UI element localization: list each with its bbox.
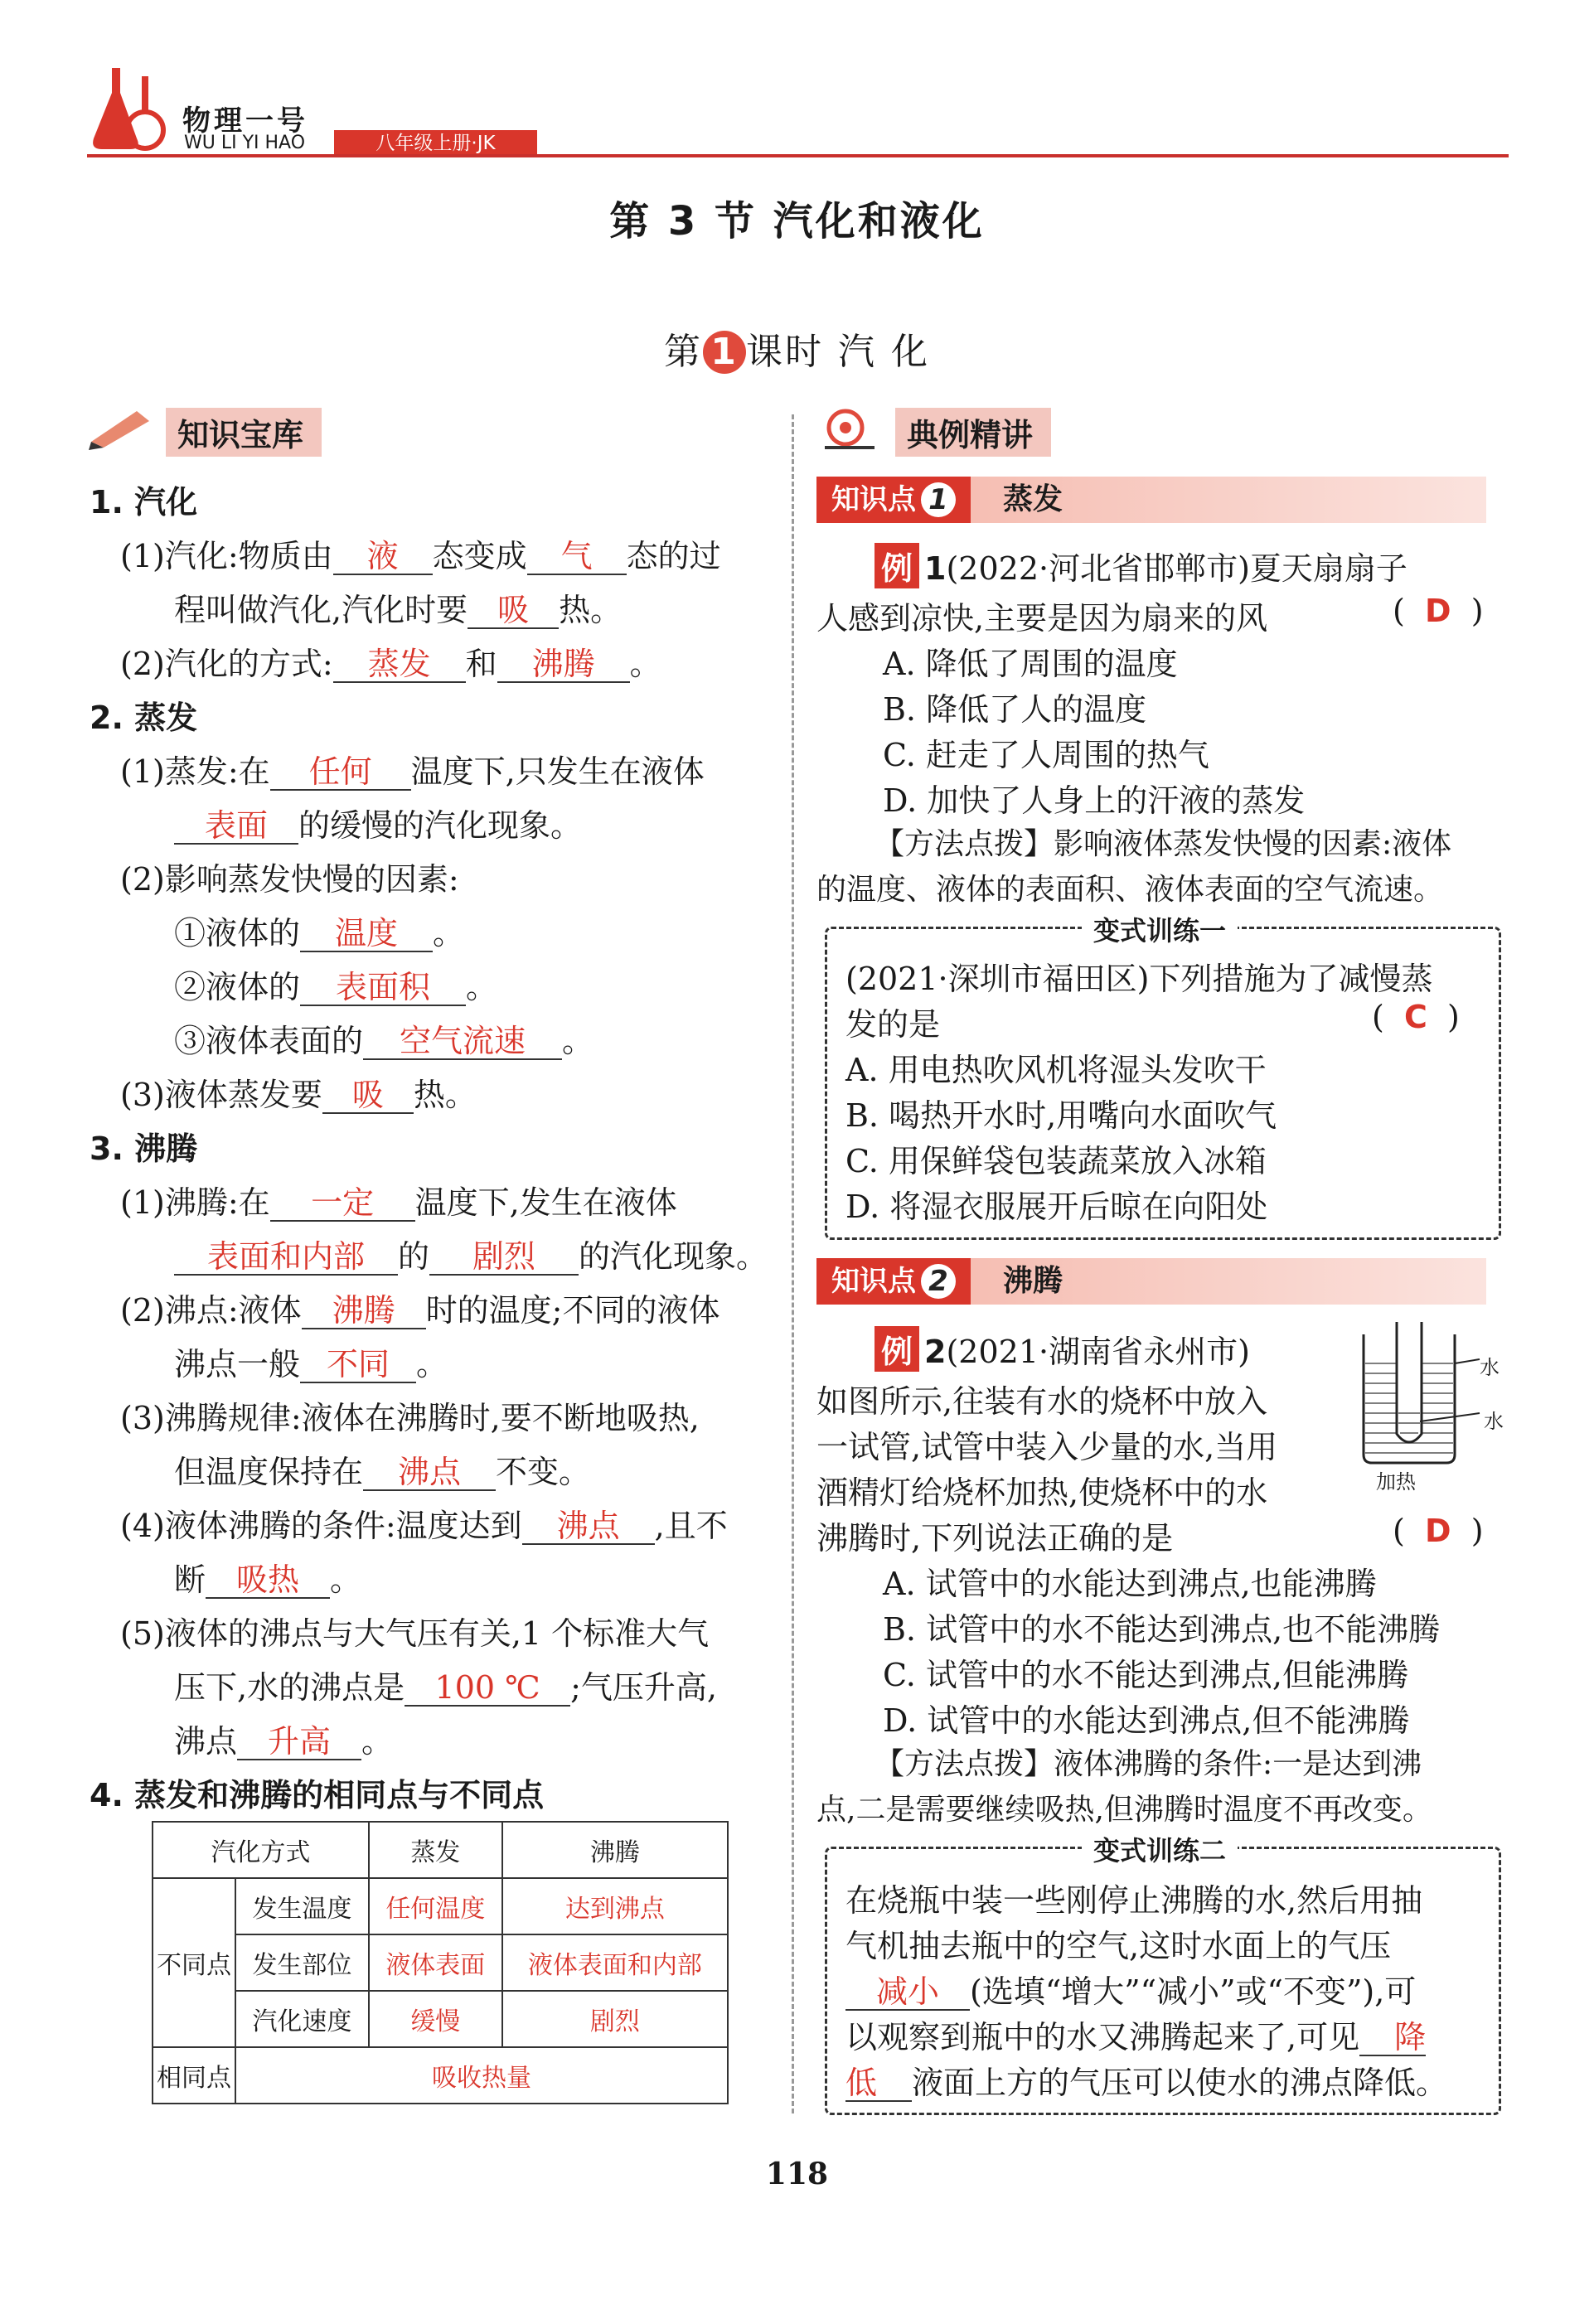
heading-vaporization: 1. 汽化 <box>90 484 198 520</box>
left-b5c: ;气压升高, <box>570 1669 717 1706</box>
left-table-r1_b: 达到沸点 <box>502 1878 728 1934</box>
train2-line3 <box>845 1966 1416 2012</box>
left-table-r2: 发生部位 <box>235 1934 369 1991</box>
line-boil-cond2 <box>174 1554 361 1600</box>
line-pressure3 <box>174 1716 393 1761</box>
left-l2a: (2)汽化的方式: <box>120 646 333 682</box>
example2-line4: 酒精灯给烧杯加热,使烧杯中的水 <box>816 1474 1268 1511</box>
left-e3b: 热。 <box>413 1077 477 1113</box>
grade-tag: 八年级上册·JK <box>334 130 537 157</box>
right-ex1-tag: 例 <box>875 543 919 588</box>
left-table-r2_b: 液体表面和内部 <box>502 1934 728 1991</box>
train2-line5 <box>845 2057 1447 2103</box>
example2-option-a: A. 试管中的水能达到沸点,也能沸腾 <box>883 1566 1377 1602</box>
right-train2-a_low2: 低 <box>845 2067 912 2102</box>
method-tip2: 【方法点拨】液体沸腾的条件:一是达到沸 <box>875 1747 1422 1781</box>
brand-name: 物理一号 <box>182 104 308 138</box>
example2-line1 <box>875 1326 1250 1372</box>
left-e2c: ③液体表面的 <box>174 1023 364 1059</box>
left-e1b: 温度下,只发生在液体 <box>410 753 705 790</box>
teacher-icon <box>816 404 891 451</box>
left-table-r1: 发生温度 <box>235 1878 369 1934</box>
left-e2a_end: 。 <box>433 915 465 951</box>
knowledge-point-2 <box>816 1258 1486 1305</box>
left-a_100: 100 ℃ <box>405 1672 570 1707</box>
example2-line5: 沸腾时,下列说法正确的是 <box>816 1520 1174 1557</box>
left-a_violent: 剧烈 <box>429 1241 579 1276</box>
method-tip1: 【方法点拨】影响液体蒸发快慢的因素:液体 <box>875 827 1452 861</box>
train2-line2: 气机抽去瓶中的空气,这时水面上的气压 <box>845 1928 1392 1964</box>
line-boiling-point2 <box>174 1339 448 1384</box>
line-pressure: (5)液体的沸点与大气压有关,1 个标准大气 <box>120 1615 710 1652</box>
lesson-pre: 第 <box>664 331 703 373</box>
left-table-h_boil: 沸腾 <box>502 1822 728 1878</box>
train2-line1: 在烧瓶中装一些刚停止沸腾的水,然后用抽 <box>845 1882 1423 1919</box>
right-ex2-tag: 例 <box>875 1326 919 1372</box>
line-boiling-point <box>120 1285 719 1330</box>
right-kp1-name: 蒸发 <box>1003 482 1063 516</box>
left-table-diff: 不同点 <box>153 1878 235 2047</box>
left-a_rise: 升高 <box>237 1726 361 1760</box>
heading-evaporation: 2. 蒸发 <box>90 700 198 736</box>
heading-compare: 4. 蒸发和沸腾的相同点与不同点 <box>90 1777 545 1813</box>
train1-option-d: D. 将湿衣服展开后晾在向阳处 <box>845 1189 1268 1225</box>
left-a_bp2: 沸点 <box>522 1510 655 1545</box>
right-ex2-num: 2 <box>924 1334 947 1370</box>
pen-icon <box>87 404 162 451</box>
example1-option-c: C. 赶走了人周围的热气 <box>883 737 1209 773</box>
left-table-r3: 汽化速度 <box>235 1991 369 2047</box>
left-table-r3_e: 缓慢 <box>369 1991 502 2047</box>
left-table-same: 相同点 <box>153 2047 235 2104</box>
left-b5b: 压下,水的沸点是 <box>174 1669 405 1706</box>
left-b2d: 。 <box>416 1346 448 1382</box>
left-a_boil: 沸腾 <box>497 648 630 683</box>
left-a_gas: 气 <box>527 540 627 575</box>
fig-label-water-outer: 水 <box>1480 1356 1500 1379</box>
example2-line2: 如图所示,往装有水的烧杯中放入 <box>816 1383 1268 1420</box>
left-a_bp1: 沸点 <box>363 1456 496 1491</box>
left-l2b: 和 <box>465 646 497 682</box>
left-l1c: 态的过 <box>626 538 721 574</box>
train2-line4 <box>845 2012 1426 2057</box>
line-evap-def <box>120 746 705 792</box>
left-a_liquid: 液 <box>333 540 433 575</box>
line-factor-air <box>174 1015 594 1061</box>
left-table-r1_e: 任何温度 <box>369 1878 502 1934</box>
line-vaporization-modes <box>120 638 661 684</box>
right-train2-a_low1: 降 <box>1359 2021 1426 2056</box>
left-a_air: 空气流速 <box>363 1025 562 1060</box>
line-boil-rule: (3)沸腾规律:液体在沸腾时,要不断地吸热, <box>120 1400 700 1436</box>
right-kp2-tag: 知识点 <box>831 1265 916 1298</box>
lesson-number: 1 <box>703 331 746 374</box>
right-ex1-num: 1 <box>924 550 947 587</box>
left-table-same_v: 吸收热量 <box>235 2047 728 2104</box>
left-a_certain: 一定 <box>270 1187 415 1222</box>
left-a_surface: 表面 <box>174 810 298 845</box>
comparison-table <box>152 1821 729 2104</box>
left-e1a: (1)蒸发:在 <box>120 753 270 790</box>
left-b2b: 时的温度;不同的液体 <box>425 1292 720 1329</box>
lesson-title <box>0 322 1594 375</box>
example1-option-d: D. 加快了人身上的汗液的蒸发 <box>883 782 1306 819</box>
left-l1b: 态变成 <box>432 538 527 574</box>
right-kp1-tag: 知识点 <box>831 483 916 516</box>
right-kp2-name: 沸腾 <box>1003 1264 1063 1298</box>
left-a_evap: 蒸发 <box>333 648 466 683</box>
right-ex2-answer: D <box>1424 1513 1451 1549</box>
left-l1e: 热。 <box>559 592 623 628</box>
left-e2b: ②液体的 <box>174 969 301 1005</box>
right-ex2-l1: (2021·湖南省永州市) <box>946 1334 1250 1370</box>
left-a_absorbheat: 吸热 <box>206 1564 330 1599</box>
left-table-r2_e: 液体表面 <box>369 1934 502 1991</box>
left-b4b: ,且不 <box>654 1508 728 1544</box>
left-b3c: 不变。 <box>496 1454 591 1490</box>
left-l1d: 程叫做汽化,汽化时要 <box>174 592 468 628</box>
heading-boiling: 3. 沸腾 <box>90 1131 198 1167</box>
left-b1d: 的汽化现象。 <box>579 1238 768 1275</box>
line-factor-area <box>174 961 497 1007</box>
left-table-r3_b: 剧烈 <box>502 1991 728 2047</box>
example1-line2: 人感到凉快,主要是因为扇来的风 <box>816 600 1268 637</box>
right-ex1-paren_l: ( <box>1393 593 1405 629</box>
line-vaporization-def <box>120 530 721 576</box>
brand-pinyin: WU LI YI HAO <box>184 133 306 153</box>
right-kp1-num: 1 <box>921 482 956 517</box>
example2-option-d: D. 试管中的水能达到沸点,但不能沸腾 <box>883 1702 1410 1739</box>
left-a_diff: 不同 <box>300 1348 416 1383</box>
left-b1a: (1)沸腾:在 <box>120 1184 270 1221</box>
left-section_label: 知识宝库 <box>166 408 322 457</box>
right-ex1-paren_r: ) <box>1470 593 1484 629</box>
train1-option-b: B. 喝热开水时,用嘴向水面吹气 <box>845 1097 1277 1134</box>
left-b1c: 的 <box>398 1238 430 1275</box>
examples-header <box>816 404 1098 451</box>
line-evap-def2 <box>174 800 582 845</box>
right-train2-l3: (选填“增大”“减小”或“不变”),可 <box>970 1973 1417 2010</box>
left-b2c: 沸点一般 <box>174 1346 301 1382</box>
left-b3b: 但温度保持在 <box>174 1454 364 1490</box>
page-number: 118 <box>765 2157 829 2191</box>
example2-line3: 一试管,试管中装入少量的水,当用 <box>816 1429 1278 1465</box>
right-train2-l5: 液面上方的气压可以使水的沸点降低。 <box>912 2065 1448 2101</box>
left-a_boil2: 沸腾 <box>302 1295 426 1329</box>
beaker-figure <box>1355 1322 1500 1484</box>
knowledge-header <box>87 404 369 451</box>
left-a_area: 表面积 <box>300 971 466 1006</box>
line-pressure2 <box>174 1662 717 1707</box>
right-section_label: 典例精讲 <box>895 408 1051 457</box>
example2-option-c: C. 试管中的水不能达到沸点,但能沸腾 <box>883 1657 1408 1693</box>
right-ex1-l1: (2022·河北省邯郸市)夏天扇扇子 <box>946 550 1407 587</box>
left-e2a: ①液体的 <box>174 915 301 951</box>
left-e1c: 的缓慢的汽化现象。 <box>298 807 583 844</box>
left-b5d: 沸点 <box>174 1723 238 1760</box>
example2-answer: ( D ) <box>1393 1513 1484 1549</box>
method-tip1b: 的温度、液体的表面积、液体表面的空气流速。 <box>816 873 1444 907</box>
method-tip2b: 点,二是需要继续吸热,但沸腾时温度不再改变。 <box>816 1793 1432 1827</box>
line-vaporization-def2 <box>174 584 622 630</box>
variant-training-2-title: 变式训练二 <box>1082 1830 1238 1868</box>
example1-option-b: B. 降低了人的温度 <box>883 691 1147 728</box>
example1-option-a: A. 降低了周围的温度 <box>883 646 1178 682</box>
knowledge-point-1 <box>816 477 1486 523</box>
left-b2a: (2)沸点:液体 <box>120 1292 302 1329</box>
line-boil-cond <box>120 1500 728 1546</box>
section-title: 第 3 节 汽化和液化 <box>609 198 985 245</box>
line-evap-factors: (2)影响蒸发快慢的因素: <box>120 861 459 898</box>
example2-option-b: B. 试管中的水不能达到沸点,也不能沸腾 <box>883 1611 1441 1648</box>
left-a_any: 任何 <box>270 756 411 791</box>
line-factor-temp <box>174 908 464 953</box>
train1-option-a: A. 用电热吹风机将湿头发吹干 <box>845 1052 1267 1088</box>
right-train2-a_dec: 减小 <box>845 1976 970 2011</box>
right-train2-l4: 以观察到瓶中的水又沸腾起来了,可见 <box>845 2019 1360 2055</box>
right-train1-answer: C <box>1403 999 1427 1035</box>
left-a_both: 表面和内部 <box>174 1241 398 1276</box>
logo <box>87 60 170 155</box>
train1-line2: 发的是 <box>845 1006 941 1043</box>
left-b1b: 温度下,发生在液体 <box>414 1184 677 1221</box>
line-evap-absorb <box>120 1069 477 1115</box>
train1-line1: (2021·深圳市福田区)下列措施为了减慢蒸 <box>845 961 1433 997</box>
left-a_temp: 温度 <box>300 917 433 952</box>
lesson-post: 课时 汽 化 <box>746 331 930 373</box>
left-b4c: 断 <box>174 1561 206 1598</box>
left-b4d: 。 <box>330 1561 362 1598</box>
column-divider <box>792 414 794 2113</box>
left-e3a: (3)液体蒸发要 <box>120 1077 322 1113</box>
train1-answer: ( C ) <box>1372 999 1460 1035</box>
fig-label-water-inner: 水 <box>1484 1410 1504 1433</box>
left-e2b_end: 。 <box>466 969 498 1005</box>
line-boil-rule2 <box>174 1446 590 1492</box>
example1-answer <box>1393 593 1484 629</box>
left-l1a: (1)汽化:物质由 <box>120 538 333 574</box>
right-ex1-answer: D <box>1425 593 1451 629</box>
left-e2c_end: 。 <box>562 1023 594 1059</box>
line-boil-def <box>120 1177 677 1223</box>
left-b4a: (4)液体沸腾的条件:温度达到 <box>120 1508 522 1544</box>
left-a_absorb2: 吸 <box>322 1079 414 1114</box>
variant-training-1-title: 变式训练一 <box>1082 910 1238 948</box>
left-a_absorb1: 吸 <box>468 594 559 629</box>
example1-line1 <box>875 543 1407 588</box>
line-boil-def2 <box>174 1231 768 1276</box>
left-table-h_mode: 汽化方式 <box>153 1822 369 1878</box>
header-rule <box>87 154 1509 157</box>
left-l2c: 。 <box>629 646 661 682</box>
fig-label-heat: 加热 <box>1376 1470 1416 1494</box>
left-table-h_evap: 蒸发 <box>369 1822 502 1878</box>
train1-option-c: C. 用保鲜袋包装蔬菜放入冰箱 <box>845 1143 1267 1179</box>
right-kp2-num: 2 <box>921 1264 956 1299</box>
left-b5e: 。 <box>361 1723 394 1760</box>
